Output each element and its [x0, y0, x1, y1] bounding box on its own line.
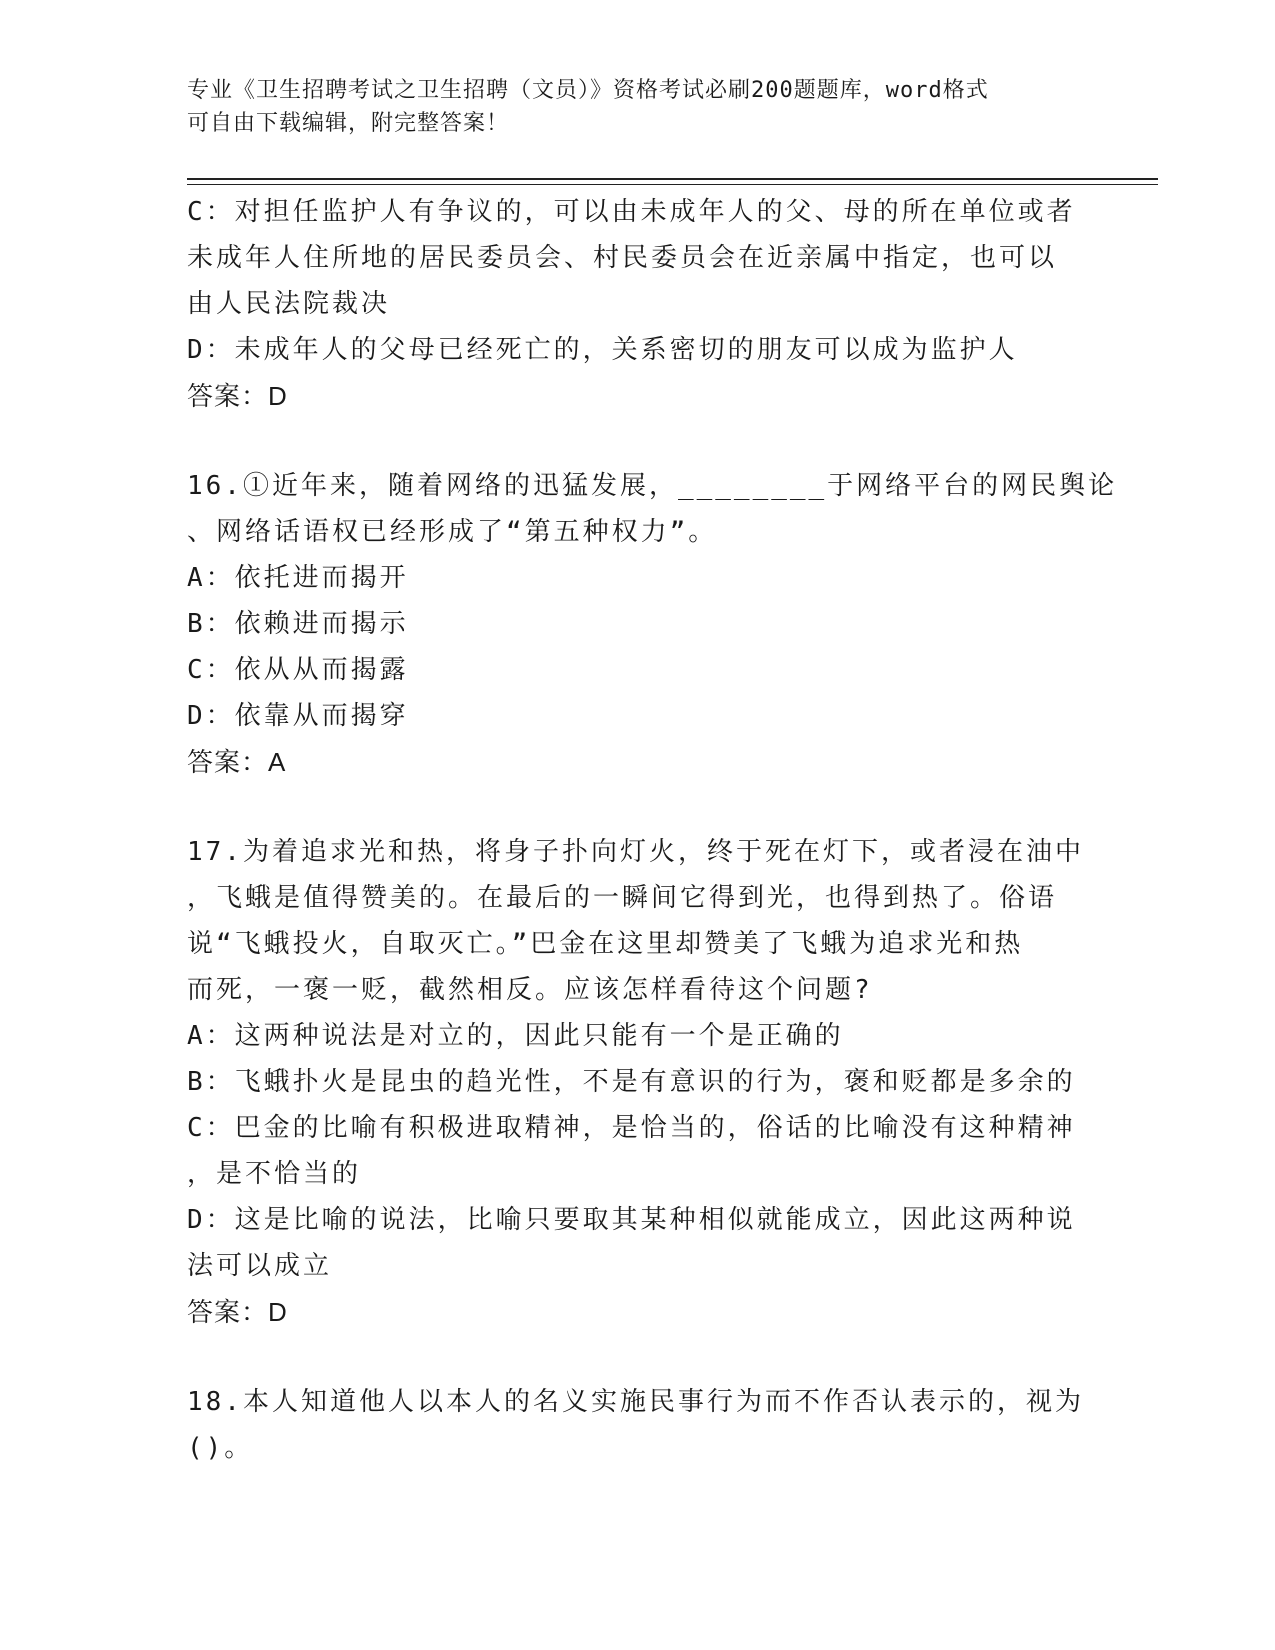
header-divider-thin — [187, 184, 1158, 185]
q16-option-b: B：依赖进而揭示 — [187, 609, 409, 639]
header-title-line-1: 专业《卫生招聘考试之卫生招聘（文员）》资格考试必刷200题题库，word格式 — [187, 78, 989, 103]
q16-stem-line-1: 16.①近年来，随着网络的迅猛发展，________于网络平台的网民舆论 — [187, 471, 1118, 501]
q18-stem-line-1: 18.本人知道他人以本人的名义实施民事行为而不作否认表示的，视为 — [187, 1387, 1084, 1417]
q16-option-c: C：依从从而揭露 — [187, 655, 409, 685]
q17-stem-line-3: 说“飞蛾投火，自取灭亡。”巴金在这里却赞美了飞蛾为追求光和热 — [187, 929, 1024, 959]
document-header — [187, 74, 1067, 140]
q18-stem-line-2: ()。 — [187, 1433, 254, 1463]
question-spacer — [187, 785, 1087, 829]
q15-answer: 答案：D — [187, 381, 288, 411]
q15-option-c-line-1: C：对担任监护人有争议的，可以由未成年人的父、母的所在单位或者 — [187, 197, 1076, 227]
q15-option-c-line-2: 未成年人住所地的居民委员会、村民委员会在近亲属中指定，也可以 — [187, 243, 1058, 273]
q17-option-a: A：这两种说法是对立的，因此只能有一个是正确的 — [187, 1021, 844, 1051]
question-16 — [187, 463, 1118, 785]
question-18 — [187, 1379, 1087, 1471]
q16-option-d: D：依靠从而揭穿 — [187, 701, 409, 731]
q17-stem-line-4: 而死，一褒一贬，截然相反。应该怎样看待这个问题? — [187, 975, 873, 1005]
q17-option-d-line-2: 法可以成立 — [187, 1251, 333, 1281]
q17-stem-line-1: 17.为着追求光和热，将身子扑向灯火，终于死在灯下，或者浸在油中 — [187, 837, 1084, 867]
q17-option-d-line-1: D：这是比喻的说法，比喻只要取其某种相似就能成立，因此这两种说 — [187, 1205, 1076, 1235]
q16-answer: 答案：A — [187, 747, 287, 777]
q16-option-a: A：依托进而揭开 — [187, 563, 409, 593]
question-spacer — [187, 419, 1087, 463]
q17-answer: 答案：D — [187, 1297, 288, 1327]
header-divider-thick — [187, 178, 1158, 180]
q17-stem-line-2: ，飞蛾是值得赞美的。在最后的一瞬间它得到光，也得到热了。俗语 — [187, 883, 1058, 913]
q15-option-c-line-3: 由人民法院裁决 — [187, 289, 391, 319]
q17-option-c-line-2: ，是不恰当的 — [187, 1159, 362, 1189]
q17-option-b: B：飞蛾扑火是昆虫的趋光性，不是有意识的行为，褒和贬都是多余的 — [187, 1067, 1076, 1097]
header-title-line-2: 可自由下载编辑，附完整答案！ — [187, 111, 510, 136]
q15-option-d: D：未成年人的父母已经死亡的，关系密切的朋友可以成为监护人 — [187, 335, 1018, 365]
question-spacer — [187, 1335, 1087, 1379]
question-content — [187, 189, 1118, 1471]
q17-option-c-line-1: C：巴金的比喻有积极进取精神，是恰当的，俗话的比喻没有这种精神 — [187, 1113, 1076, 1143]
question-15 — [187, 189, 1087, 419]
question-17 — [187, 829, 1087, 1335]
q16-stem-line-2: 、网络话语权已经形成了“第五种权力”。 — [187, 517, 718, 547]
